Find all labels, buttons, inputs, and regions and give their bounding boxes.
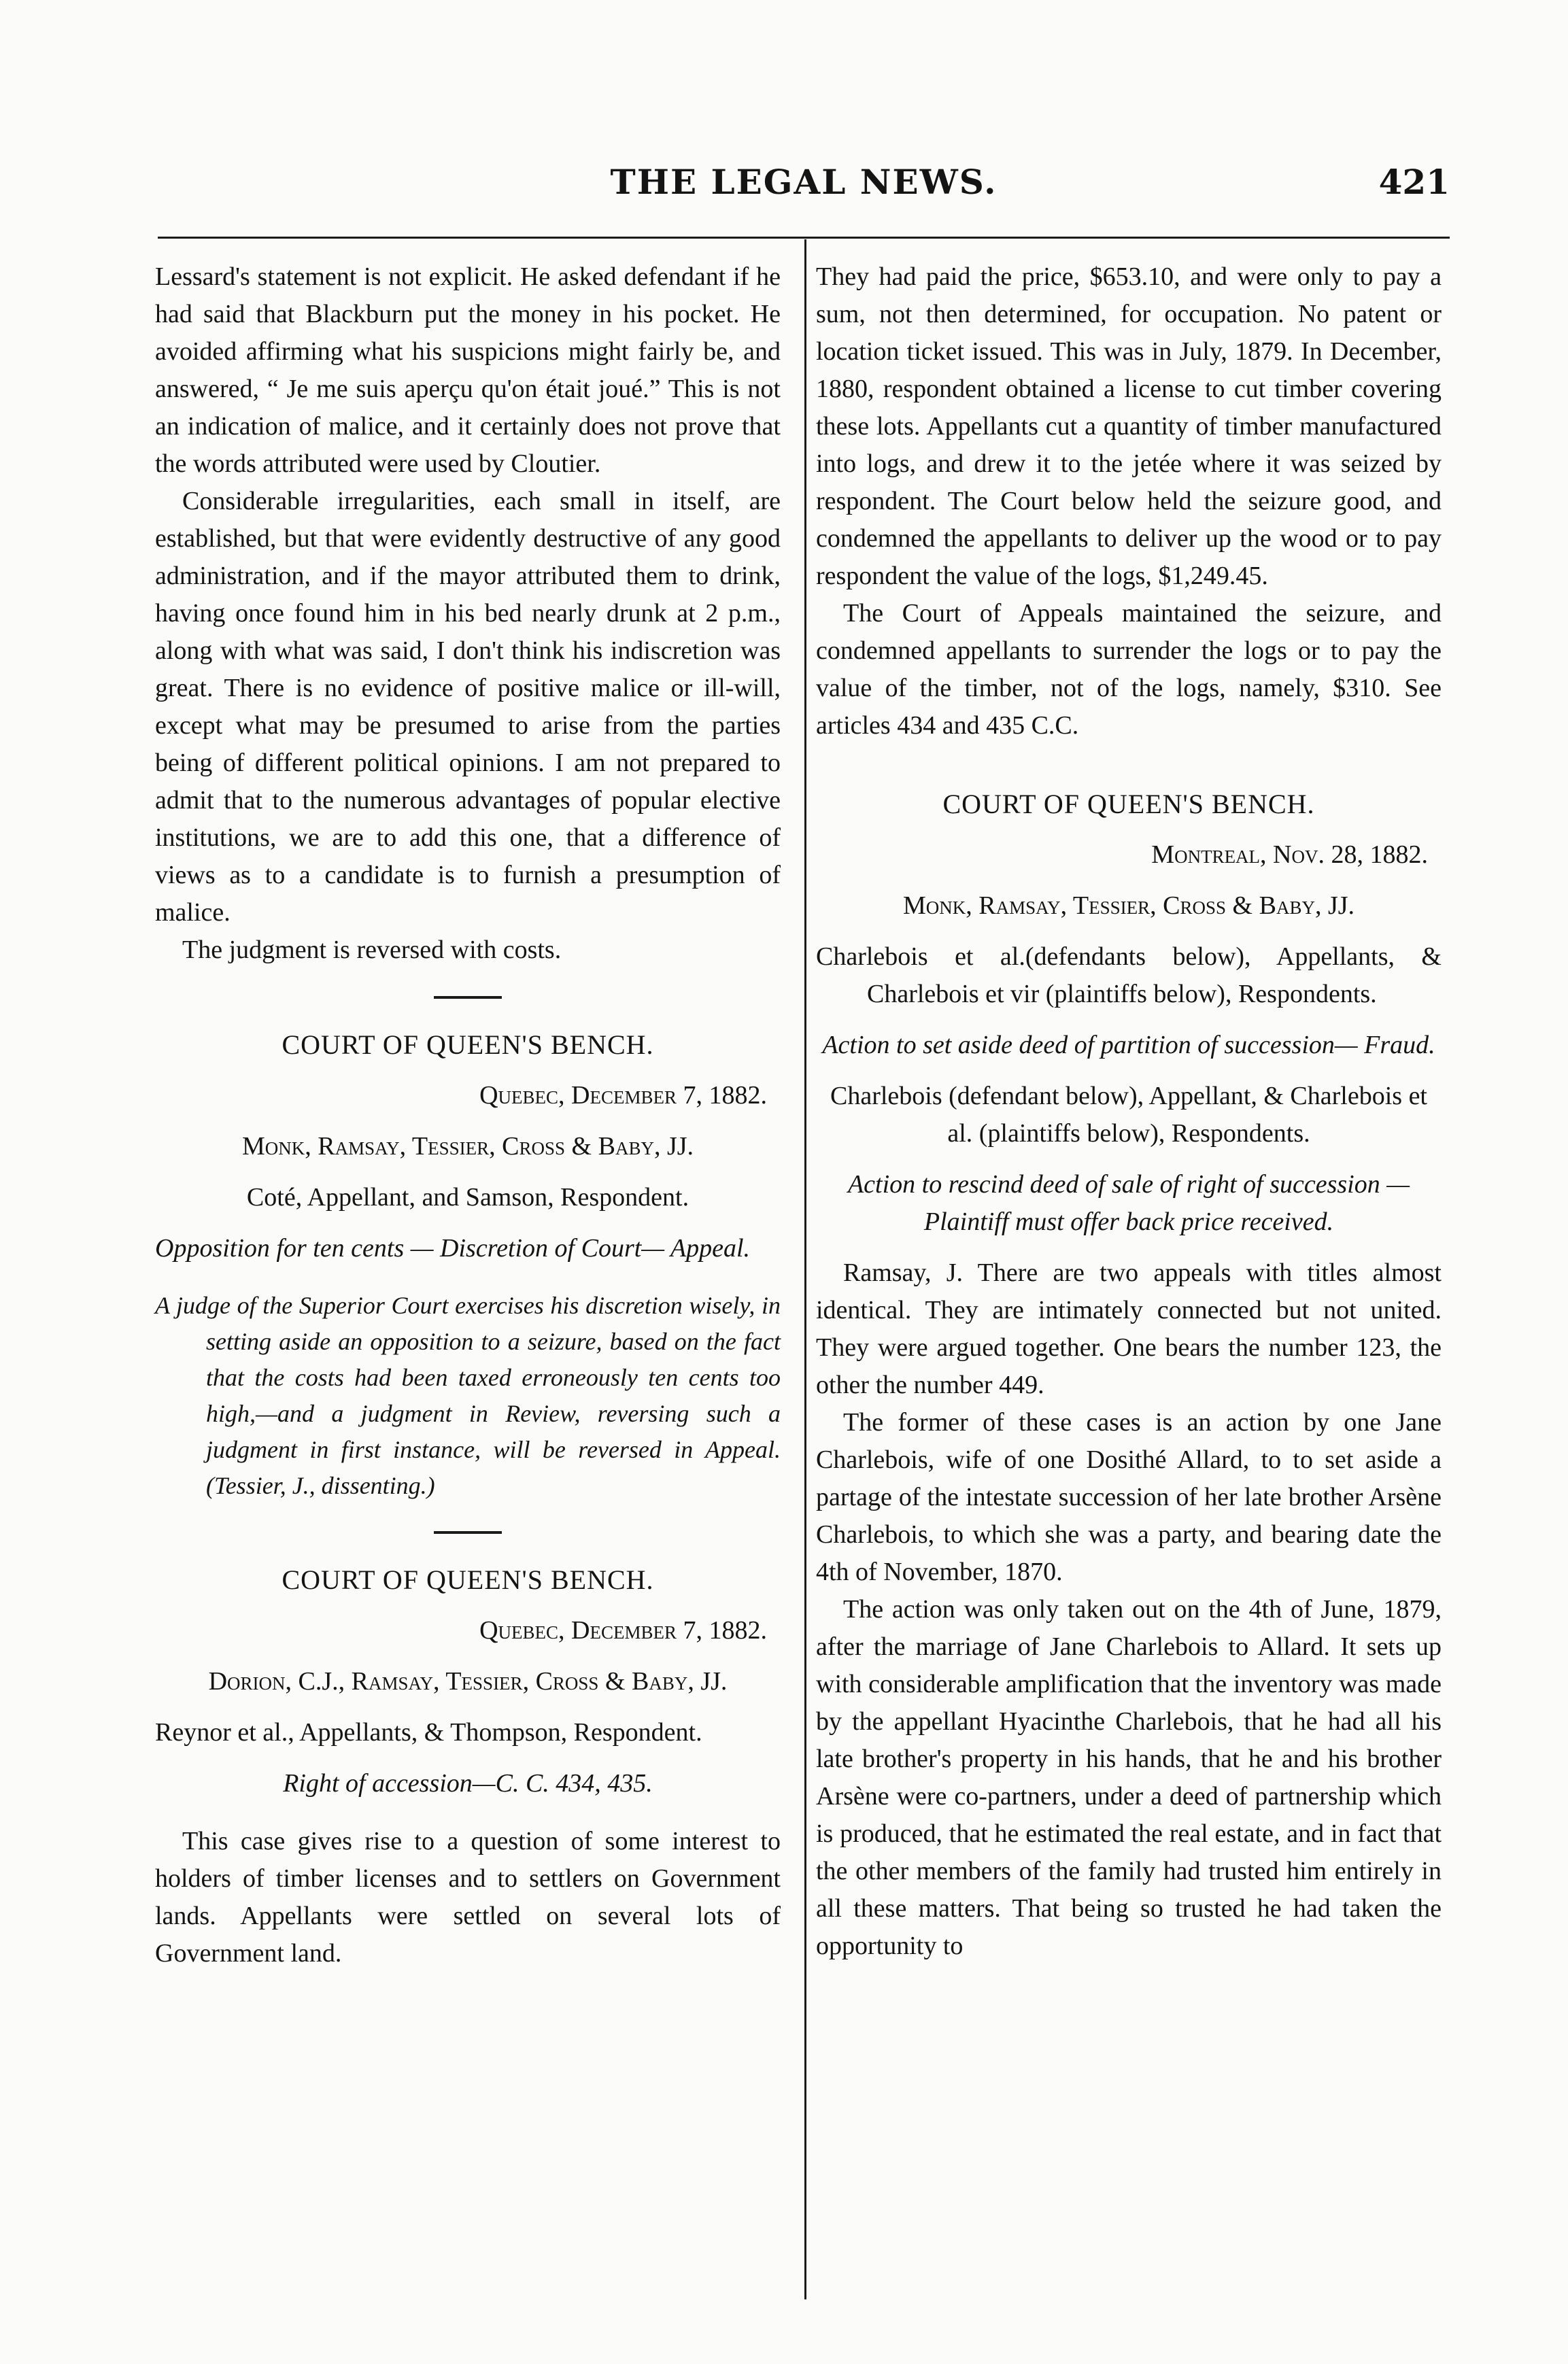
- catchwords: Action to set aside deed of partition of succession— Fraud.: [822, 1031, 1435, 1059]
- case-parties: Reynor et al., Appellants, & Thompson, Respondent.: [155, 1718, 702, 1747]
- court-heading: COURT OF QUEEN'S BENCH.: [282, 1029, 654, 1060]
- paragraph: The former of these cases is an action by one Jane Charlebois, wife of one Dosithé Allard, to to set aside a partage of the intestate succession of her late brother Arsène Charlebois, to which she was a party, and bearing date the 4th of November, 1870.: [816, 1408, 1442, 1586]
- case-dateline: Quebec, December 7, 1882.: [479, 1616, 767, 1645]
- judges-list: Dorion, C.J., Ramsay, Tessier, Cross & Baby, JJ.: [208, 1667, 728, 1696]
- case-parties: Charlebois et al.(defendants below), Appellants, & Charlebois et vir (plaintiffs below), Respondents.: [816, 942, 1442, 1008]
- case-parties: Coté, Appellant, and Samson, Respondent.: [246, 1183, 689, 1212]
- page-header: [158, 162, 1450, 216]
- column-divider: [804, 239, 806, 2299]
- journal-title: THE LEGAL NEWS.: [610, 162, 998, 202]
- catchwords: Right of accession—C. C. 434, 435.: [283, 1769, 653, 1798]
- paragraph: Ramsay, J. There are two appeals with titles almost identical. They are intimately connected but not united. They were argued together. One bears the number 123, the other the number 449.: [816, 1258, 1442, 1399]
- paragraph: The action was only taken out on the 4th of June, 1879, after the marriage of Jane Charlebois to Allard. It sets up with considerable amplification that the inventory was made by the appellant Hyacinthe Charlebois, that he had all his late brother's property in his hands, that he and his brother Arsène were co-partners, under a deed of partnership which is produced, that he estimated the real estate, and in fact that the other members of the family had trusted him entirely in all these matters. That being so trusted he had taken the opportunity to: [816, 1595, 1442, 1960]
- paragraph: Considerable irregularities, each small in itself, are established, but that were evidently destructive of any good administration, and if the mayor attributed them to drink, having once found him in his bed nearly drunk at 2 p.m., along with what was said, I don't think his indiscretion was great. There is no evidence of positive malice or ill-will, except what may be presumed to arise from the parties being of different political opinions. I am not prepared to admit that to the numerous advantages of popular elective institutions, we are to add this one, that a difference of views as to a candidate is to furnish a presumption of malice.: [155, 487, 781, 927]
- catchwords: Action to rescind deed of sale of right of succession —Plaintiff must offer back price received.: [847, 1170, 1410, 1236]
- court-heading: COURT OF QUEEN'S BENCH.: [942, 789, 1315, 819]
- catchwords: Opposition for ten cents — Discretion of Court— Appeal.: [155, 1234, 751, 1263]
- case-dateline: Montreal, Nov. 28, 1882.: [1151, 840, 1428, 869]
- case-dateline: Quebec, December 7, 1882.: [479, 1081, 767, 1110]
- headnote: A judge of the Superior Court exercises his discretion wisely, in setting aside an opposition to a seizure, based on the fact that the costs had been taxed erroneously ten cents too high,—and a judgment in Review, reversing such a judgment in first instance, will be reversed in Appeal. (Tessier, J., dissenting.): [155, 1292, 781, 1499]
- paragraph: This case gives rise to a question of some interest to holders of timber licenses and to settlers on Government lands. Appellants were settled on several lots of Government land.: [155, 1827, 781, 1968]
- header-rule: [158, 237, 1450, 239]
- left-column: [155, 258, 781, 1972]
- judges-list: Monk, Ramsay, Tessier, Cross & Baby, JJ.: [902, 891, 1355, 920]
- page-number: 421: [1378, 162, 1450, 202]
- paragraph: They had paid the price, $653.10, and were only to pay a sum, not then determined, for occupation. No patent or location ticket issued. This was in July, 1879. In December, 1880, respondent obtained a license to cut timber covering these lots. Appellants cut a quantity of timber manufactured into logs, and drew it to the jetée where it was seized by respondent. The Court below held the seizure good, and condemned the appellants to deliver up the wood or to pay respondent the value of the logs, $1,249.45.: [816, 262, 1442, 590]
- judges-list: Monk, Ramsay, Tessier, Cross & Baby, JJ.: [241, 1132, 694, 1161]
- paragraph: The Court of Appeals maintained the seizure, and condemned appellants to surrender the logs or to pay the value of the timber, not of the logs, namely, $310. See articles 434 and 435 C.C.: [816, 599, 1442, 740]
- paragraph: Lessard's statement is not explicit. He asked defendant if he had said that Blackburn put the money in his pocket. He avoided affirming what his suspicions might fairly be, and answered, “ Je me suis aperçu qu'on était joué.” This is not an indication of malice, and it certainly does not prove that the words attributed were used by Cloutier.: [155, 262, 781, 478]
- case-parties: Charlebois (defendant below), Appellant, & Charlebois et al. (plaintiffs below), Respondents.: [830, 1082, 1427, 1148]
- paragraph: The judgment is reversed with costs.: [182, 936, 562, 964]
- right-column: [816, 258, 1442, 1965]
- court-heading: COURT OF QUEEN'S BENCH.: [282, 1564, 654, 1595]
